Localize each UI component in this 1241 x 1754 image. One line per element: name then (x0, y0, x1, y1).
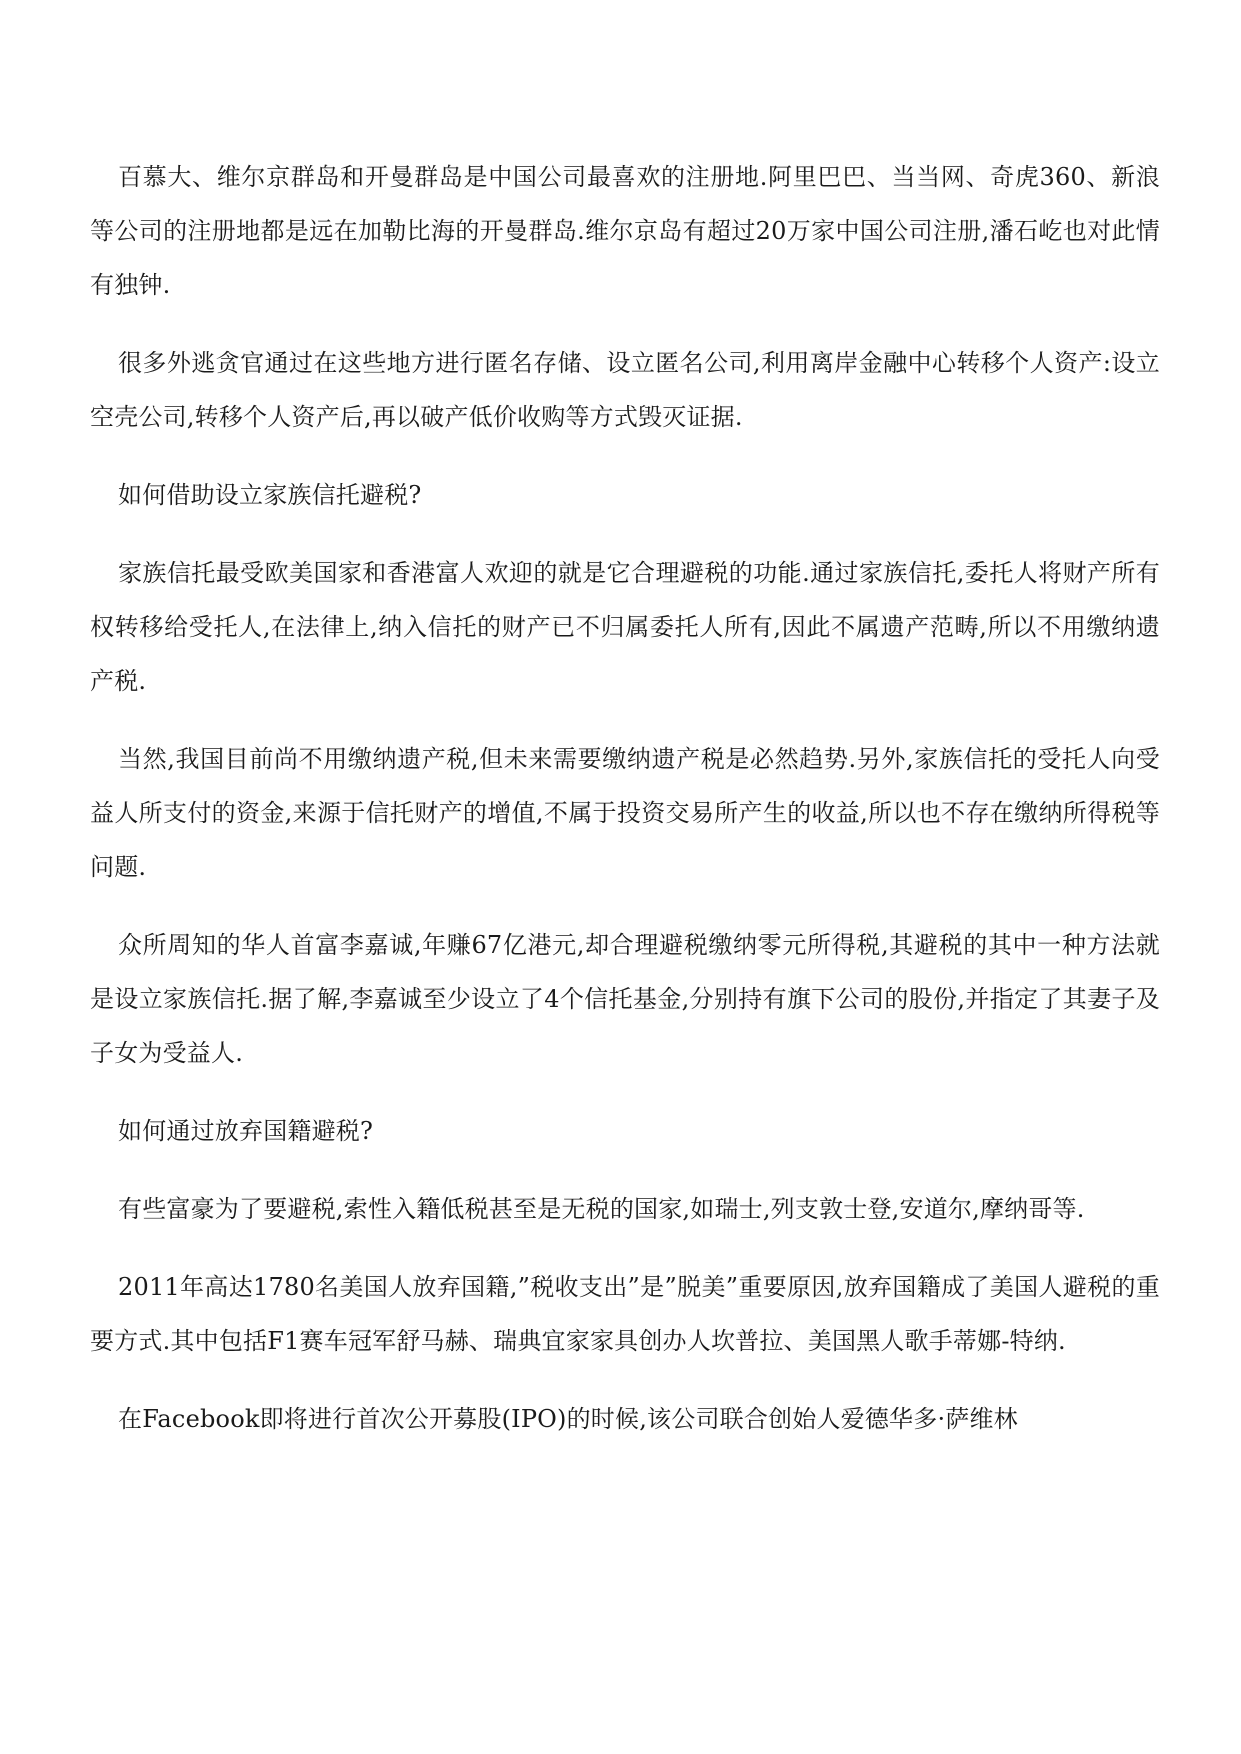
paragraph-facebook: 在Facebook即将进行首次公开募股(IPO)的时候,该公司联合创始人爱德华多·萨维林 (118, 1405, 1018, 1433)
heading-family-trust: 如何借助设立家族信托避税? (118, 481, 422, 509)
paragraph-offshore-registration: 百慕大、维尔京群岛和开曼群岛是中国公司最喜欢的注册地.阿里巴巴、当当网、奇虎360、新浪等公司的注册地都是远在加勒比海的开曼群岛.维尔京岛有超过20万家中国公司注册,潘石屹也对此情有独钟. (90, 163, 1160, 299)
paragraph-corrupt-officials: 很多外逃贪官通过在这些地方进行匿名存储、设立匿名公司,利用离岸金融中心转移个人资产:设立空壳公司,转移个人资产后,再以破产低价收购等方式毁灭证据. (90, 349, 1160, 431)
document-page (90, 150, 1160, 1470)
paragraph-family-trust: 家族信托最受欧美国家和香港富人欢迎的就是它合理避税的功能.通过家族信托,委托人将财产所有权转移给受托人,在法律上,纳入信托的财产已不归属委托人所有,因此不属遗产范畴,所以不用缴纳遗产税. (90, 559, 1160, 695)
paragraph-li-ka-shing: 众所周知的华人首富李嘉诚,年赚67亿港元,却合理避税缴纳零元所得税,其避税的其中一种方法就是设立家族信托.据了解,李嘉诚至少设立了4个信托基金,分别持有旗下公司的股份,并指定了其妻子及子女为受益人. (90, 931, 1160, 1067)
paragraph-tax-havens: 有些富豪为了要避税,索性入籍低税甚至是无税的国家,如瑞士,列支敦士登,安道尔,摩纳哥等. (118, 1195, 1085, 1223)
heading-renounce-citizenship: 如何通过放弃国籍避税? (118, 1117, 374, 1145)
paragraph-inheritance-tax: 当然,我国目前尚不用缴纳遗产税,但未来需要缴纳遗产税是必然趋势.另外,家族信托的受托人向受益人所支付的资金,来源于信托财产的增值,不属于投资交易所产生的收益,所以也不存在缴纳所得税等问题. (90, 745, 1160, 881)
paragraph-americans-renounce: 2011年高达1780名美国人放弃国籍,”税收支出”是”脱美”重要原因,放弃国籍成了美国人避税的重要方式.其中包括F1赛车冠军舒马赫、瑞典宜家家具创办人坎普拉、美国黑人歌手蒂娜-特纳. (90, 1273, 1160, 1355)
